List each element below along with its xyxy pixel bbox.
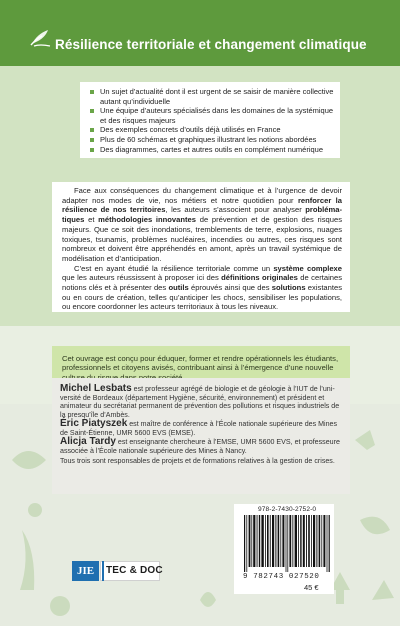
isbn-number: 978-2-7430-2752-0 [258,506,317,513]
authors-box [52,378,350,494]
price-label: 45 € [304,583,319,592]
header-band [0,0,400,66]
description-paragraph-1: Face aux conséquences du changement climatique et à l’urgence de devoir adapter nos modes de vie, nos métiers et notre quotidien pour renforcer la résilience de nos territoires, les auteurs s’associent pour analyser problématiques et méthodologies innovantes de prévention et de gestion des risques majeurs. Que ce soit des inondations, tremblements de terre, explosions, nuages toxiques, tsunamis, problèmes nucléaires, incendies ou autres, ces risques sont nombreux et doivent être appréhendés en amont, après un travail systémique de modélisation et d’anticipation. [62,186,342,263]
highlight-item: Des exemples concrets d’outils déjà utilisés en France [90,125,334,135]
barcode-digits: 9 782743 027520 [243,573,320,581]
author-entry: Éric Piatyszek est maître de conférence à l’École nationale supérieure des Mines de Saint-Étienne, UMR 5600 EVS (EMSE). [60,418,338,437]
authors-closing: Tous trois sont responsables de projets et de formations relatives à la gestion de crises. [60,457,335,465]
author-name: Alicja Tardy [60,436,116,447]
author-entry: Alicja Tardy est enseignante chercheure à l’EMSE, UMR 5600 EVS, et professeure associée à l’École nationale supérieure des Mines à Nancy. [60,436,340,455]
tec-doc-logo: TEC & DOC [106,565,163,576]
author-name: Éric Piatyszek [60,418,128,429]
book-title: Résilience territoriale et changement climatique [55,37,367,52]
description-box [52,182,350,312]
highlight-item: Plus de 60 schémas et graphiques illustrant les notions abordées [90,135,334,145]
audience-box: Cet ouvrage est conçu pour éduquer, former et rendre opérationnels les étudiants, professionnels et citoyens avisés, contribuant ainsi à l’émergence d’une nouvelle [52,346,350,390]
author-entry: Michel Lesbats est professeur agrégé de biologie et de géologie à l’IUT de l’université de Bordeaux (département Hygiène, sécurité, environnement) et président et animateur du secrétariat permanent de prévention des pollutions et risques industriels de la presqu’île d’Ambès. [60,383,340,419]
highlight-item: Un sujet d’actualité dont il est urgent de se saisir de manière collective autant qu’individuelle [90,87,334,106]
publisher-divider [102,561,104,581]
author-name: Michel Lesbats [60,383,132,394]
sprouting-leaf-logo-icon [30,28,52,48]
highlight-item: Des diagrammes, cartes et autres outils en complément numérique [90,145,334,155]
jie-logo: JIE [72,561,99,581]
barcode-icon [244,515,330,572]
description-paragraph-2: C’est en ayant étudié la résilience territoriale comme un système complexe que les auteurs réussissent à proposer ici des définitions originales de certaines notions clés et à présenter des outils éprouvés ainsi que des solutions existantes ou en cours de création, telles qu’anticiper les chocs, sensibiliser les populations, ou encore coordonner les acteurs territoriaux à tous les niveaux. [62,263,343,312]
highlight-item: Une équipe d’auteurs spécialisés dans les domaines de la systémique et des risques majeurs [90,106,334,125]
highlights-box [80,82,340,158]
